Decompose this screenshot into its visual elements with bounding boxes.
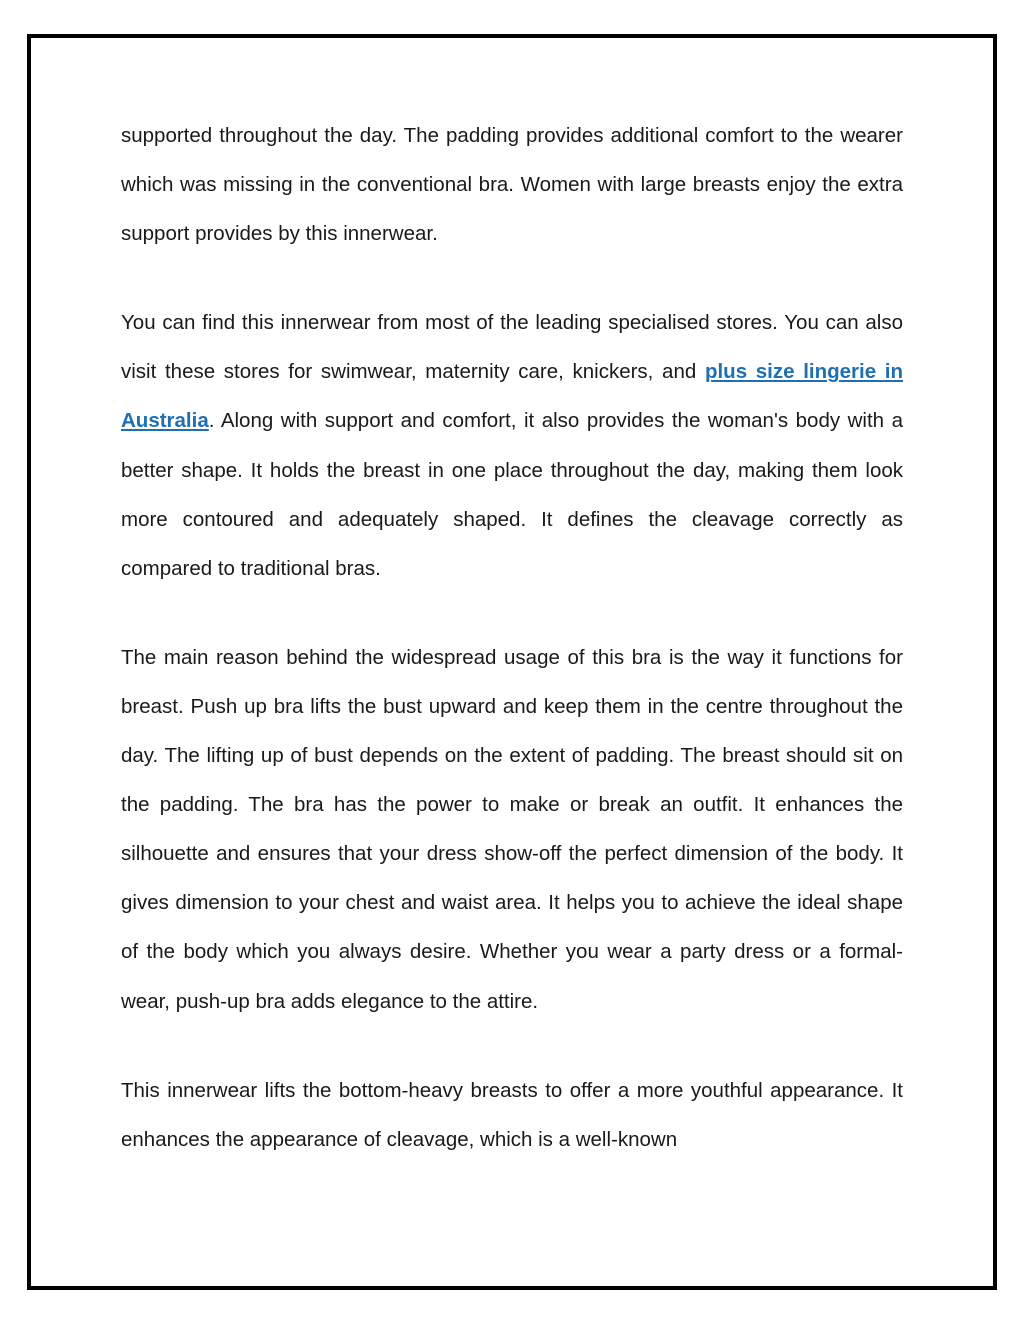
paragraph-2-text-after: . Along with support and comfort, it also provides the woman's body with a better shape. It holds the breast in one place throughout the day, making them look more contoured and adequately shaped. It defines the cleavage correctly as compared to traditional bras.: [121, 409, 903, 580]
paragraph-3: The main reason behind the widespread usage of this bra is the way it functions for breast. Push up bra lifts the bust upward and keep them in the centre throughout the day. The lifting up of bust depends on the extent of padding. The breast should sit on the padding. The bra has the power to make or break an outfit. It enhances the silhouette and ensures that your dress show-off the perfect dimension of the body. It gives dimension to your chest and waist area. It helps you to achieve the ideal shape of the body which you always desire. Whether you wear a party dress or a formal-wear, push-up bra adds elegance to the attire.: [121, 645, 903, 1013]
paragraph-2-text-before: You can find this innerwear from most of the leading specialised stores. You can also visit these stores for swimwear, maternity care, knickers, and: [121, 311, 903, 384]
paragraph-2: [121, 298, 903, 593]
paragraph-4: This innerwear lifts the bottom-heavy breasts to offer a more youthful appearance. It enhances the appearance of cleavage, which is a well-known: [121, 1078, 903, 1151]
plus-size-lingerie-link[interactable]: plus size lingerie in Australia: [121, 360, 904, 433]
document-body: [121, 111, 903, 1164]
paragraph-1: supported throughout the day. The padding provides additional comfort to the wearer which was missing in the conventional bra. Women with large breasts enjoy the extra support provides by this innerwear.: [121, 124, 903, 246]
